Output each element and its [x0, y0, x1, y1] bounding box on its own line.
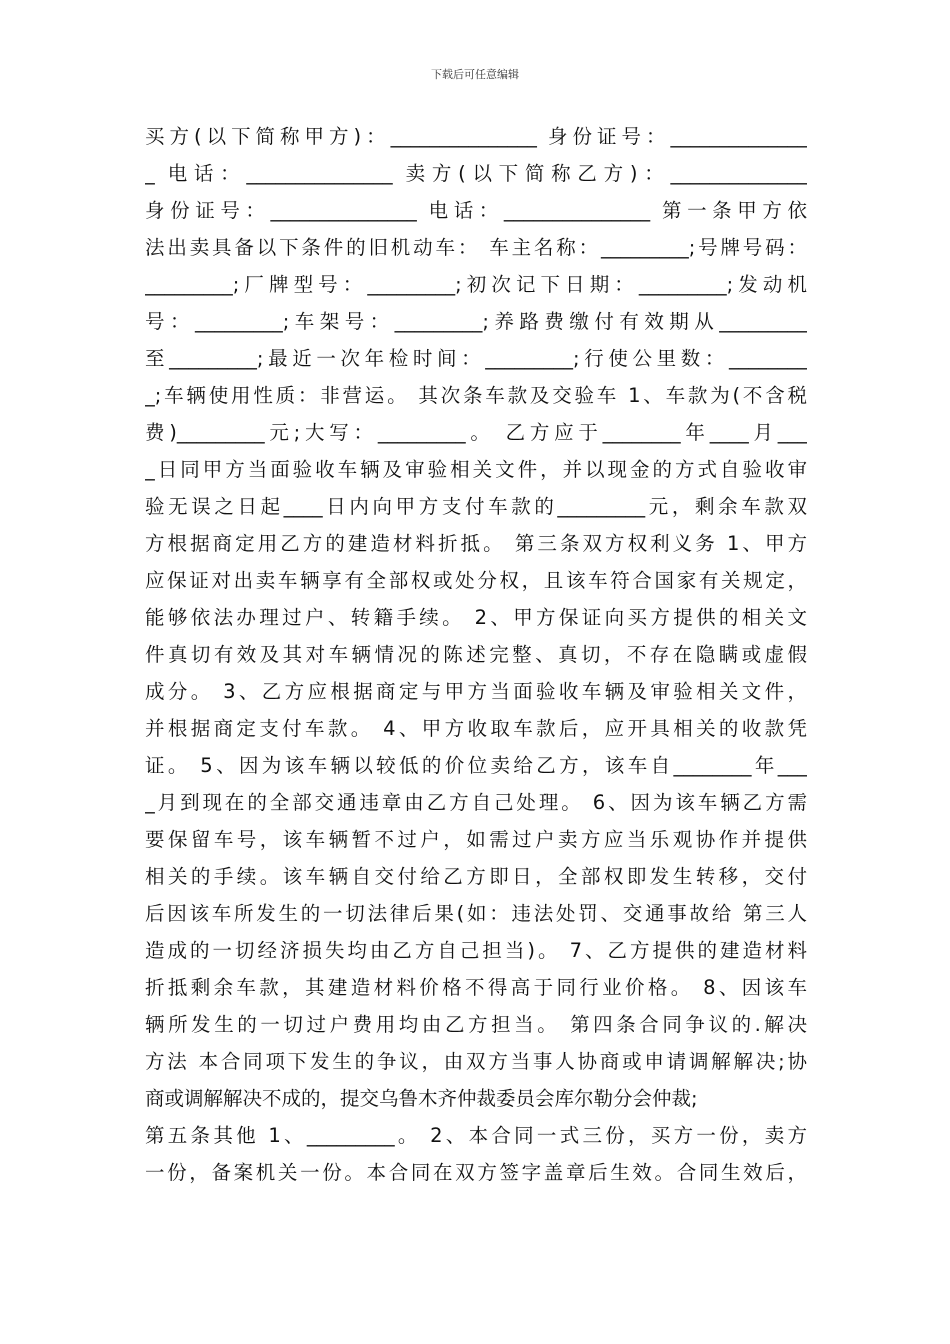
body-line: _;车辆使用性质：非营运。 其次条车款及交验车 1、车款为(不含税 [145, 384, 807, 407]
body-line: 法出卖具备以下条件的旧机动车： 车主名称：_________;号牌号码： [145, 236, 807, 259]
body-line: 号：_________;车架号：_________;养路费缴付有效期从_________ [145, 310, 807, 333]
body-line: 商或调解解决不成的，提交乌鲁木齐仲裁委员会库尔勒分会仲裁; [145, 1087, 698, 1110]
body-line: 身份证号：_______________ 电话：_______________ 第一条甲方依 [145, 199, 807, 222]
body-line: _日同甲方当面验收车辆及审验相关文件，并以现金的方式自验收审 [145, 458, 807, 481]
body-line: 验无误之日起____日内向甲方支付车款的_________元，剩余车款双 [145, 495, 807, 518]
body-line: _月到现在的全部交通违章由乙方自己处理。 6、因为该车辆乙方需 [145, 791, 807, 814]
body-line: 一份，备案机关一份。本合同在双方签字盖章后生效。合同生效后， [145, 1161, 807, 1184]
body-line: _________;厂牌型号：_________;初次记下日期：_________;发动机 [145, 273, 807, 296]
body-line: 证。 5、因为该车辆以较低的价位卖给乙方，该车自________年___ [145, 754, 807, 777]
body-line: 第五条其他 1、_________。 2、本合同一式三份，买方一份，卖方 [145, 1124, 807, 1147]
body-line: 成分。 3、乙方应根据商定与甲方当面验收车辆及审验相关文件， [145, 680, 807, 703]
page-header: 下载后可任意编辑 [431, 68, 519, 81]
body-line: 买方(以下简称甲方)：_______________ 身份证号：______________ [145, 125, 807, 148]
body-line: 要保留车号，该车辆暂不过户，如需过户卖方应当乐观协作并提供 [145, 828, 807, 851]
contract-body [145, 118, 807, 1191]
body-line: 费)_________元;大写：_________。 乙方应于________年____月___ [145, 421, 807, 444]
body-line: 方根据商定用乙方的建造材料折抵。 第三条双方权利义务 1、甲方 [145, 532, 807, 555]
body-line: _ 电话：_______________ 卖方(以下简称乙方)：______________ [145, 162, 807, 185]
body-line: 并根据商定支付车款。 4、甲方收取车款后，应开具相关的收款凭 [145, 717, 807, 740]
body-line: 后因该车所发生的一切法律后果(如：违法处罚、交通事故给 第三人 [145, 902, 807, 925]
body-line: 应保证对出卖车辆享有全部权或处分权，且该车符合国家有关规定， [145, 569, 807, 592]
body-line: 方法 本合同项下发生的争议，由双方当事人协商或申请调解解决;协 [145, 1050, 807, 1073]
body-line: 造成的一切经济损失均由乙方自己担当)。 7、乙方提供的建造材料 [145, 939, 807, 962]
body-line: 相关的手续。该车辆自交付给乙方即日，全部权即发生转移，交付 [145, 865, 807, 888]
body-line: 辆所发生的一切过户费用均由乙方担当。 第四条合同争议的.解决 [145, 1013, 807, 1036]
body-line: 折抵剩余车款，其建造材料价格不得高于同行业价格。 8、因该车 [145, 976, 807, 999]
body-line: 能够依法办理过户、转籍手续。 2、甲方保证向买方提供的相关文 [145, 606, 807, 629]
body-line: 件真切有效及其对车辆情况的陈述完整、真切，不存在隐瞒或虚假 [145, 643, 807, 666]
body-line: 至_________;最近一次年检时间：_________;行使公里数：________ [145, 347, 807, 370]
